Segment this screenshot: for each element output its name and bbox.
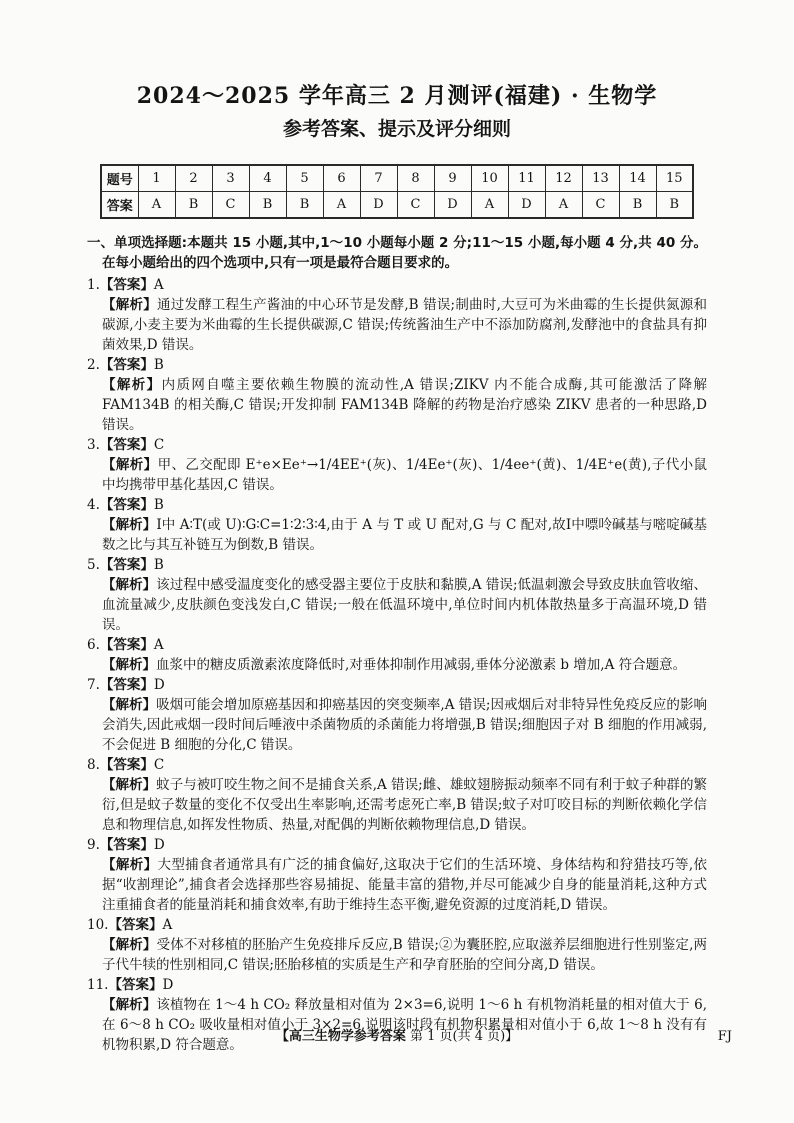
- answer-cell: C: [212, 192, 249, 219]
- answer-cell: D: [434, 192, 471, 219]
- analysis-marker: 【解析】: [102, 937, 157, 953]
- analysis-paragraph: [87, 575, 707, 635]
- answer-letter: D: [162, 977, 174, 993]
- answer-table-number-row: [101, 165, 693, 192]
- answer-line: [87, 555, 707, 575]
- answer-cell: A: [323, 192, 360, 219]
- question-number-cell: 10: [471, 165, 508, 192]
- answer-letter: B: [153, 497, 164, 513]
- analysis-text: 通过发酵工程生产酱油的中心环节是发酵,B 错误;制曲时,大豆可为米曲霉的生长提供氮源和碳源,小麦主要为米曲霉的生长提供碳源,C 错误;传统酱油生产中不添加防腐剂,发酵池中的食盐具有抑菌效果,D 错误。: [102, 297, 707, 353]
- answer-letter: C: [153, 437, 165, 453]
- answer-marker: 【答案】: [99, 497, 154, 513]
- answer-letter: A: [153, 277, 164, 293]
- analysis-text: 该植物在 1～4 h CO₂ 释放量相对值为 2×3=6,说明 1～6 h 有机物消耗量的相对值大于 6,在 6～8 h CO₂ 吸收量相对值小于 3×2=6,说明该时段有机物积累量相对值小于 6,故 1～8 h 没有有机物积累,D 符合题意。: [102, 997, 707, 1053]
- answer-line: [87, 915, 707, 935]
- analysis-text: 大型捕食者通常具有广泛的捕食偏好,这取决于它们的生活环境、身体结构和狩猎技巧等,依据“收割理论”,捕食者会选择那些容易捕捉、能量丰富的猎物,并尽可能减少自身的能量消耗,这种方式注重捕食者的能量消耗和捕食效率,有助于维持生态平衡,避免资源的过度消耗,D 错误。: [102, 857, 707, 913]
- answer-cell: B: [656, 192, 693, 219]
- analysis-text: 蚊子与被叮咬生物之间不是捕食关系,A 错误;雌、雄蚊翅膀振动频率不同有利于蚊子种群的繁衍,但是蚊子数量的变化不仅受出生率影响,还需考虑死亡率,B 错误;蚊子对叮咬目标的判断依赖化学信息和物理信息,如挥发性物质、热量,对配偶的判断依赖物理信息,D 错误。: [102, 777, 707, 833]
- question-number-cell: 6: [323, 165, 360, 192]
- footer-title: 【高三生物学参考答案: [275, 1029, 406, 1044]
- answer-letter: D: [153, 837, 165, 853]
- question-number-cell: 9: [434, 165, 471, 192]
- answer-cell: C: [582, 192, 619, 219]
- item-number: 4.: [87, 497, 100, 513]
- item-number: 11.: [87, 977, 109, 993]
- answer-line: [87, 835, 707, 855]
- answer-item: [87, 755, 707, 835]
- page-subtitle: 参考答案、提示及评分细则: [282, 118, 511, 140]
- answer-marker: 【答案】: [99, 757, 154, 773]
- answer-cell: A: [545, 192, 582, 219]
- answer-line: [87, 435, 707, 455]
- question-number-cell: 5: [286, 165, 323, 192]
- analysis-text: 受体不对移植的胚胎产生免疫排斥反应,B 错误;②为囊胚腔,应取滋养层细胞进行性别鉴定,两子代牛犊的性别相同,C 错误;胚胎移植的实质是生产和孕育胚胎的空间分离,D 错误。: [102, 937, 708, 973]
- answer-item: [87, 355, 707, 435]
- answer-line: [87, 635, 707, 655]
- analysis-text: 该过程中感受温度变化的感受器主要位于皮肤和黏膜,A 错误;低温刺激会导致皮肤血管收缩、血流量减少,皮肤颜色变浅发白,C 错误;一般在低温环境中,单位时间内机体散热量多于高温环境,D 错误。: [102, 577, 707, 633]
- analysis-paragraph: [87, 935, 707, 975]
- analysis-text: Ⅰ中 A∶T(或 U)∶G∶C=1∶2∶3∶4,由于 A 与 T 或 U 配对,G 与 C 配对,故Ⅰ中嘌呤碱基与嘧啶碱基数之比与其互补链互为倒数,B 错误。: [102, 517, 708, 553]
- question-number-cell: 8: [397, 165, 434, 192]
- analysis-marker: 【解析】: [102, 857, 158, 873]
- answer-item: [87, 555, 707, 635]
- page-content: [87, 82, 707, 1055]
- answer-cell: A: [138, 192, 175, 219]
- footer-code: FJ: [717, 1029, 732, 1044]
- answer-item: [87, 275, 707, 355]
- answer-letter: C: [153, 757, 165, 773]
- answer-marker: 【答案】: [108, 977, 163, 993]
- answer-cell: A: [471, 192, 508, 219]
- question-number-cell: 1: [138, 165, 175, 192]
- analysis-text: 吸烟可能会增加原癌基因和抑癌基因的突变频率,A 错误;因戒烟后对非特异性免疫反应的影响会消失,因此戒烟一段时间后唾液中杀菌物质的杀菌能力将增强,B 错误;细胞因子对 B 细胞的作用减弱,不会促进 B 细胞的分化,C 错误。: [102, 697, 707, 753]
- answer-letter: A: [162, 917, 173, 933]
- section-header: 一、单项选择题:本题共 15 小题,其中,1～10 小题每小题 2 分;11～15 小题,每小题 4 分,共 40 分。在每小题给出的四个选项中,只有一项是最符合题目要求的。: [87, 235, 707, 271]
- answer-letter: B: [153, 357, 164, 373]
- analysis-paragraph: [87, 515, 707, 555]
- analysis-marker: 【解析】: [102, 777, 157, 793]
- item-number: 9.: [87, 837, 100, 853]
- answer-letter: B: [153, 557, 164, 573]
- analysis-marker: 【解析】: [102, 517, 157, 533]
- item-number: 1.: [87, 277, 100, 293]
- answer-item: [87, 435, 707, 495]
- answer-cell: B: [619, 192, 656, 219]
- analysis-paragraph: [87, 855, 707, 915]
- answer-letter: D: [153, 677, 165, 693]
- analysis-marker: 【解析】: [102, 997, 157, 1013]
- analysis-paragraph: [87, 295, 707, 355]
- analysis-text: 内质网自噬主要依赖生物膜的流动性,A 错误;ZIKV 内不能合成酶,其可能激活了降解 FAM134B 的相关酶,C 错误;开发抑制 FAM134B 降解的药物是治疗感染 ZIKV 患者的一种思路,D 错误。: [102, 377, 707, 433]
- answer-marker: 【答案】: [99, 557, 154, 573]
- answer-cell: D: [360, 192, 397, 219]
- answer-marker: 【答案】: [99, 677, 154, 693]
- answer-line: [87, 495, 707, 515]
- analysis-marker: 【解析】: [102, 457, 158, 473]
- analysis-paragraph: [87, 655, 707, 675]
- footer-pagination: [87, 1028, 707, 1046]
- footer-page-number: 第 1 页(共 4 页)】: [405, 1029, 519, 1044]
- item-number: 3.: [87, 437, 100, 453]
- question-number-cell: 7: [360, 165, 397, 192]
- answer-cell: B: [286, 192, 323, 219]
- answer-item: [87, 915, 707, 975]
- answer-item: [87, 835, 707, 915]
- analysis-paragraph: [87, 995, 707, 1055]
- question-number-cell: 14: [619, 165, 656, 192]
- item-number: 8.: [87, 757, 100, 773]
- item-number: 2.: [87, 357, 100, 373]
- number-row-label: 题号: [101, 165, 138, 192]
- answer-line: [87, 675, 707, 695]
- items-list: [87, 275, 707, 1055]
- question-number-cell: 3: [212, 165, 249, 192]
- answer-item: [87, 635, 707, 675]
- analysis-paragraph: [87, 695, 707, 755]
- analysis-marker: 【解析】: [102, 657, 156, 673]
- analysis-text: 血浆中的糖皮质激素浓度降低时,对垂体抑制作用减弱,垂体分泌激素 b 增加,A 符合题意。: [156, 657, 687, 673]
- question-number-cell: 4: [249, 165, 286, 192]
- analysis-paragraph: [87, 375, 707, 435]
- answer-item: [87, 675, 707, 755]
- analysis-paragraph: [87, 455, 707, 495]
- answer-cell: D: [508, 192, 545, 219]
- answer-letter: A: [153, 637, 164, 653]
- analysis-marker: 【解析】: [102, 377, 162, 393]
- question-number-cell: 2: [175, 165, 212, 192]
- answer-cell: B: [249, 192, 286, 219]
- answer-marker: 【答案】: [99, 277, 154, 293]
- analysis-paragraph: [87, 775, 707, 835]
- answer-marker: 【答案】: [99, 437, 154, 453]
- analysis-text: 甲、乙交配即 E⁺e×Ee⁺→1/4EE⁺(灰)、1/4Ee⁺(灰)、1/4ee⁺(黄)、1/4E⁺e(黄),子代小鼠中均携带甲基化基因,C 错误。: [102, 457, 707, 493]
- item-number: 6.: [87, 637, 100, 653]
- question-number-cell: 11: [508, 165, 545, 192]
- answer-cell: B: [175, 192, 212, 219]
- item-number: 5.: [87, 557, 100, 573]
- answer-line: [87, 755, 707, 775]
- answer-line: [87, 975, 707, 995]
- analysis-marker: 【解析】: [102, 697, 157, 713]
- answer-row-label: 答案: [101, 192, 138, 219]
- answer-marker: 【答案】: [108, 917, 163, 933]
- answer-line: [87, 275, 707, 295]
- page-title: 2024～2025 学年高三 2 月测评(福建) · 生物学: [136, 83, 658, 109]
- answer-table-answer-row: [101, 192, 693, 219]
- answer-marker: 【答案】: [99, 637, 154, 653]
- answer-cell: C: [397, 192, 434, 219]
- question-number-cell: 15: [656, 165, 693, 192]
- answer-item: [87, 495, 707, 555]
- item-number: 7.: [87, 677, 100, 693]
- answer-marker: 【答案】: [99, 837, 154, 853]
- analysis-marker: 【解析】: [102, 577, 157, 593]
- answer-table: [100, 164, 694, 219]
- question-number-cell: 13: [582, 165, 619, 192]
- question-number-cell: 12: [545, 165, 582, 192]
- answer-line: [87, 355, 707, 375]
- analysis-marker: 【解析】: [102, 297, 157, 313]
- item-number: 10.: [87, 917, 109, 933]
- answer-marker: 【答案】: [99, 357, 154, 373]
